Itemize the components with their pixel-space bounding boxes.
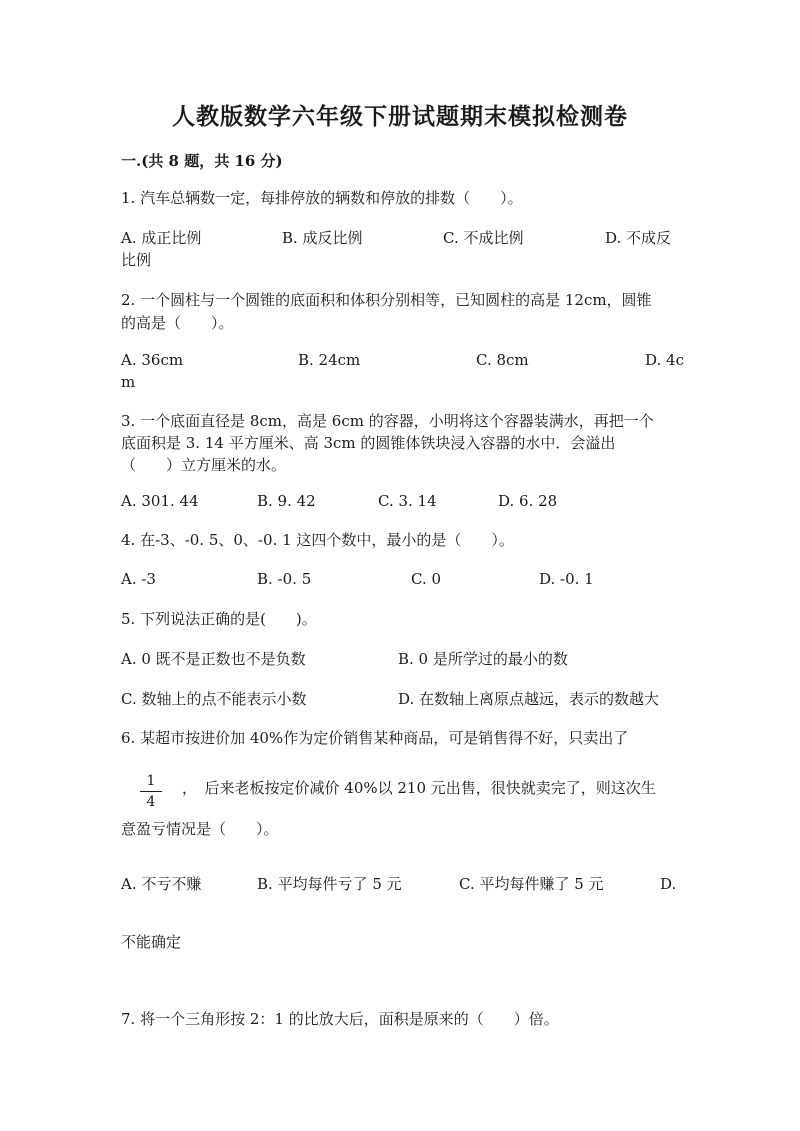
question-6-stem-line2: ， 后来老板按定价减价 40%以 210 元出售，很快就卖完了，则这次生 (182, 779, 656, 797)
q2-option-d-wrap: m (121, 373, 136, 391)
fraction-denominator: 4 (146, 794, 156, 810)
question-6-stem-line3: 意盈亏情况是（ ）。 (121, 820, 279, 838)
question-3-stem-line1: 3. 一个底面直径是 8cm，高是 6cm 的容器，小明将这个容器装满水，再把一个 (121, 412, 654, 430)
q1-option-a[interactable]: A. 成正比例 (121, 229, 202, 247)
q1-option-b[interactable]: B. 成反比例 (282, 229, 363, 247)
q4-option-b[interactable]: B. -0. 5 (257, 570, 312, 588)
q2-option-d[interactable]: D. 4c (645, 351, 684, 369)
q5-option-a[interactable]: A. 0 既不是正数也不是负数 (121, 650, 306, 668)
section-heading: 一.(共 8 题，共 16 分) (121, 152, 283, 170)
question-6-stem-line1: 6. 某超市按进价加 40%作为定价销售某种商品，可是销售得不好，只卖出了 (121, 729, 629, 747)
question-2-stem-line1: 2. 一个圆柱与一个圆锥的底面积和体积分别相等，已知圆柱的高是 12cm，圆锥 (121, 291, 652, 309)
q6-option-d[interactable]: D. (660, 875, 677, 893)
q3-option-a[interactable]: A. 301. 44 (121, 492, 199, 510)
q2-option-c[interactable]: C. 8cm (476, 351, 529, 369)
q6-option-b[interactable]: B. 平均每件亏了 5 元 (257, 875, 402, 893)
question-7-stem: 7. 将一个三角形按 2：1 的比放大后，面积是原来的（ ）倍。 (121, 1010, 559, 1028)
q1-option-c[interactable]: C. 不成比例 (443, 229, 524, 247)
q6-option-c[interactable]: C. 平均每件赚了 5 元 (459, 875, 604, 893)
question-5-stem: 5. 下列说法正确的是( )。 (121, 610, 317, 628)
q6-option-a[interactable]: A. 不亏不赚 (121, 875, 202, 893)
question-4-stem: 4. 在-3、-0. 5、0、-0. 1 这四个数中，最小的是（ ）。 (121, 531, 514, 549)
q3-option-b[interactable]: B. 9. 42 (257, 492, 316, 510)
q1-option-d-wrap: 比例 (121, 251, 152, 269)
q5-option-d[interactable]: D. 在数轴上离原点越远，表示的数越大 (398, 690, 660, 708)
question-2-stem-line2: 的高是（ ）。 (121, 314, 234, 332)
fraction-numerator: 1 (140, 772, 162, 792)
page-title: 人教版数学六年级下册试题期末模拟检测卷 (172, 103, 628, 130)
q4-option-c[interactable]: C. 0 (411, 570, 442, 588)
q3-option-c[interactable]: C. 3. 14 (378, 492, 437, 510)
q5-option-b[interactable]: B. 0 是所学过的最小的数 (398, 650, 568, 668)
q2-option-b[interactable]: B. 24cm (298, 351, 361, 369)
q5-option-c[interactable]: C. 数轴上的点不能表示小数 (121, 690, 307, 708)
q1-option-d[interactable]: D. 不成反 (605, 229, 672, 247)
q4-option-d[interactable]: D. -0. 1 (539, 570, 594, 588)
q3-option-d[interactable]: D. 6. 28 (498, 492, 558, 510)
q6-option-d-wrap: 不能确定 (121, 933, 182, 951)
fraction-one-quarter (140, 772, 162, 811)
question-1-stem: 1. 汽车总辆数一定，每排停放的辆数和停放的排数（ ）。 (121, 189, 523, 207)
q2-option-a[interactable]: A. 36cm (121, 351, 184, 369)
question-3-stem-line2: 底面积是 3. 14 平方厘米、高 3cm 的圆锥体铁块浸入容器的水中．会溢出 (121, 434, 616, 452)
q4-option-a[interactable]: A. -3 (121, 570, 156, 588)
question-3-stem-line3: （ ）立方厘米的水。 (121, 456, 287, 474)
